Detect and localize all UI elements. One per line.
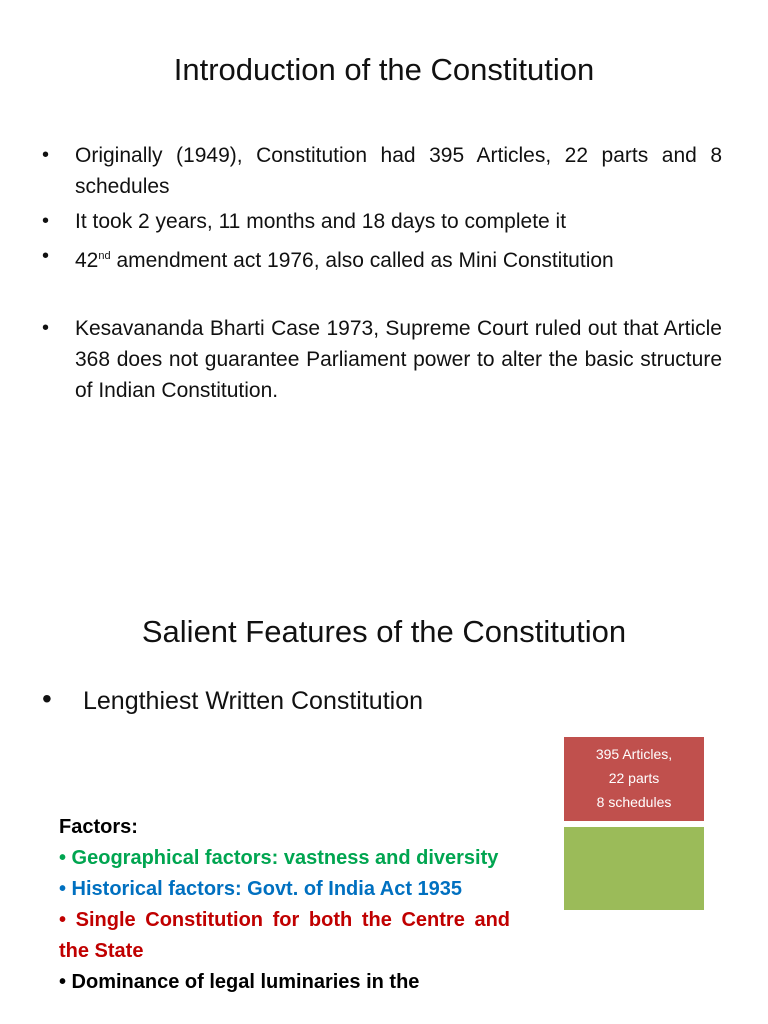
list-item — [42, 241, 722, 276]
factor-item: • Single Constitution for both the Centre and the State — [59, 909, 510, 962]
feature-bullet — [42, 684, 423, 718]
list-item — [42, 206, 722, 237]
slide-title: Introduction of the Constitution — [173, 52, 595, 87]
bullet-text: Originally (1949), Constitution had 395 Articles, 22 parts and 8 schedules — [75, 144, 722, 198]
box-line: 8 schedules — [596, 794, 672, 810]
green-box — [564, 827, 704, 910]
feature-text: Lengthiest Written Constitution — [83, 687, 424, 715]
list-item — [42, 140, 722, 202]
slide-salient-features — [0, 560, 768, 1024]
bullet-text — [75, 241, 722, 276]
box-line: 395 Articles, — [595, 746, 673, 762]
factors-heading: Factors: — [59, 816, 138, 838]
box-line: 22 parts — [608, 770, 660, 786]
amendment-number: 42 — [75, 249, 99, 272]
factors-block — [59, 812, 510, 998]
factor-item: • Geographical factors: vastness and diversity — [59, 847, 499, 869]
bullet-icon: • — [42, 683, 52, 714]
bullet-icon: • — [42, 144, 50, 166]
bullet-text: It took 2 years, 11 months and 18 days to complete it — [75, 210, 567, 233]
bullet-icon: • — [42, 210, 50, 232]
ordinal-suffix: nd — [98, 250, 111, 262]
articles-summary-box — [564, 737, 704, 821]
factor-item: • Dominance of legal luminaries in the — [59, 971, 420, 993]
factor-item: • Historical factors: Govt. of India Act 1935 — [59, 878, 463, 900]
bullet-icon: • — [42, 245, 50, 267]
list-item — [42, 313, 722, 406]
bullet-icon: • — [42, 317, 50, 339]
amendment-text: amendment act 1976, also called as Mini Constitution — [110, 249, 614, 272]
bullet-text: Kesavananda Bharti Case 1973, Supreme Court ruled out that Article 368 does not guarantee Parliament power to alter the basic structure of Indian Constitution. — [75, 317, 722, 402]
slide-title: Salient Features of the Constitution — [141, 614, 627, 649]
